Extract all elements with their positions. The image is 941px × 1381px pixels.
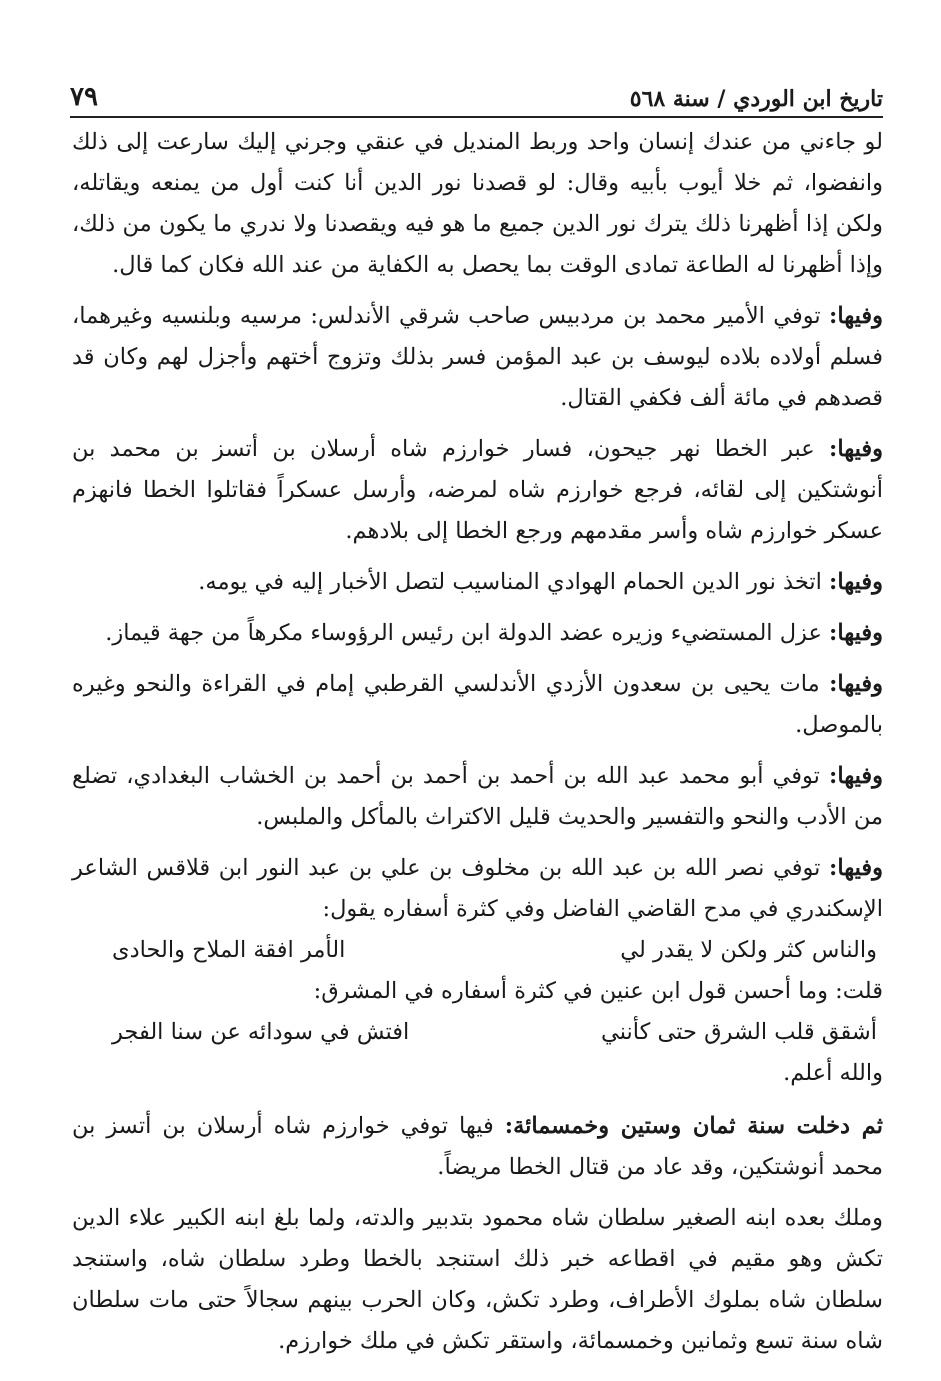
paragraph	[72, 562, 883, 603]
poem-verse	[72, 930, 883, 971]
page-header	[70, 72, 883, 118]
paragraph	[72, 1198, 883, 1362]
paragraph-label: وفيها:	[829, 671, 884, 697]
paragraph	[72, 296, 883, 419]
paragraph-text: عزل المستضيء وزيره عضد الدولة ابن رئيس الرؤوساء مكرهاً من جهة قيماز.	[105, 620, 822, 646]
paragraph-text: توفي نصر الله بن عبد الله بن مخلوف بن علي بن عبد النور ابن قلاقس الشاعر الإسكندري في مدح القاضي الفاضل وفي كثرة أسفاره يقول:	[72, 855, 883, 922]
page-body	[72, 122, 883, 1372]
year-heading: ثم دخلت سنة ثمان وستين وخمسمائة:	[504, 1113, 883, 1139]
paragraph-text: وملك بعده ابنه الصغير سلطان شاه محمود بتدبير والدته، ولما بلغ ابنه الكبير علاء الدين تكش وهو مقيم في اقطاعه خبر ذلك استنجد بالخطا وطرد سلطان شاه، واستنجد سلطان شاه بملوك الأطراف، وطرد تكش، وكان الحرب بينهم سجالاً حتى مات سلطان شاه سنة تسع وثمانين وخمسمائة، واستقر تكش في ملك خوارزم.	[72, 1205, 883, 1354]
paragraph	[72, 1053, 883, 1094]
paragraph-text: اتخذ نور الدين الحمام الهوادي المناسيب لتصل الأخبار إليه في يومه.	[198, 569, 822, 595]
paragraph-text: مات يحيى بن سعدون الأزدي الأندلسي القرطبي إمام في القراءة والنحو وغيره بالموصل.	[72, 671, 883, 738]
paragraph	[72, 122, 883, 286]
paragraph-label: وفيها:	[829, 569, 883, 595]
paragraph	[72, 613, 883, 654]
paragraph-label: وفيها:	[829, 303, 883, 329]
paragraph-text: عبر الخطا نهر جيحون، فسار خوارزم شاه أرسلان بن أتسز بن محمد بن أنوشتكين إلى لقائه، فرجع خوارزم شاه لمرضه، وأرسل عسكراً فقاتلوا الخطا فانهزم عسكر خوارزم شاه وأسر مقدمهم ورجع الخطا إلى بلادهم.	[72, 436, 883, 544]
paragraph	[72, 971, 883, 1012]
paragraph-text: والله أعلم.	[783, 1060, 883, 1086]
paragraph	[72, 1106, 883, 1188]
verse-first-hemistich: والناس كثر ولكن لا يقدر لي	[620, 937, 877, 963]
paragraph-label: وفيها:	[829, 763, 883, 789]
page-number: ٧٩	[70, 82, 98, 112]
paragraph-label: وفيها:	[829, 855, 883, 881]
paragraph-text: توفي أبو محمد عبد الله بن أحمد بن أحمد بن أحمد بن الخشاب البغدادي، تضلع من الأدب والنحو والتفسير والحديث قليل الاكتراث بالمأكل والملبس.	[72, 763, 883, 830]
verse-second-hemistich: الأمر افقة الملاح والحادى	[112, 937, 346, 963]
paragraph-text: قلت: وما أحسن قول ابن عنين في كثرة أسفاره في المشرق:	[313, 978, 883, 1004]
paragraph-label: وفيها:	[829, 436, 883, 462]
paragraph-text: لو جاءني من عندك إنسان واحد وربط المنديل في عنقي وجرني إليك سارعت إلى ذلك وانفضوا، ثم خلا أيوب بأبيه وقال: لو قصدنا نور الدين أنا كنت أول من يمنعه ويقاتله، ولكن إذا أظهرنا ذلك يترك نور الدين جميع ما هو فيه ويقصدنا ولا ندري ما يكون من ذلك، وإذا أظهرنا له الطاعة تمادى الوقت بما يحصل به الكفاية من عند الله فكان كما قال.	[72, 129, 883, 278]
paragraph	[72, 429, 883, 552]
paragraph	[72, 664, 883, 746]
poem-verse	[72, 1012, 883, 1053]
paragraph	[72, 848, 883, 930]
paragraph-text: توفي الأمير محمد بن مردبيس صاحب شرقي الأندلس: مرسيه وبلنسيه وغيرهما، فسلم أولاده بلاده ليوسف بن عبد المؤمن فسر بذلك وتزوج أختهم وأجزل لهم وكان قد قصدهم في مائة ألف فكفي القتال.	[72, 303, 883, 411]
paragraph-label: وفيها:	[829, 620, 883, 646]
paragraph	[72, 756, 883, 838]
verse-first-hemistich: أشقق قلب الشرق حتى كأنني	[600, 1019, 877, 1045]
running-title: تاريخ ابن الوردي / سنة ٥٦٨	[629, 86, 883, 112]
verse-second-hemistich: افتش في سودائه عن سنا الفجر	[112, 1019, 410, 1045]
paragraph-text: فيها توفي خوارزم شاه أرسلان بن أتسز بن محمد أنوشتكين، وقد عاد من قتال الخطا مريضاً.	[72, 1113, 883, 1180]
